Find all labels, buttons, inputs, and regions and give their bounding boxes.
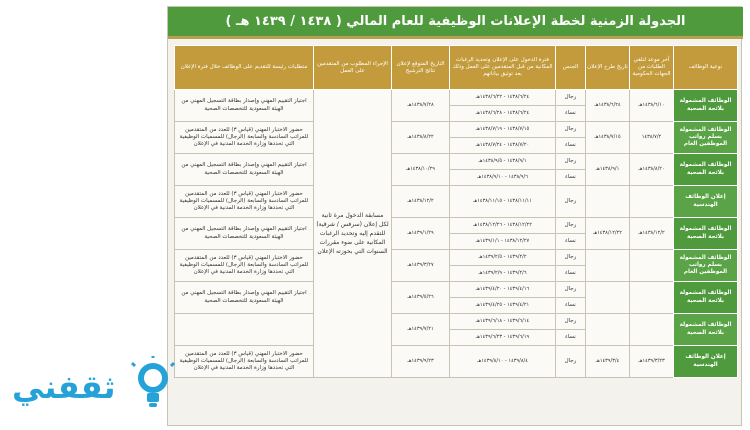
table-row: [175, 250, 738, 266]
posted-date-cell: ١٤٣٩/٣/٤هـ: [586, 346, 630, 378]
schedule-sheet: [167, 6, 742, 426]
header-deadline: آخر موعد لتلقي الطلبات من الجهات الحكومية: [630, 46, 674, 90]
deadline-cell: ١٤٣٨/٧/٢: [630, 122, 674, 154]
posted-date-cell: ١٤٣٨/٦/٢٤هـ: [586, 90, 630, 122]
entry-period-cell: ١٤٣٩/٤/٢١ - ١٤٣٩/٤/٢٥هـ: [450, 298, 556, 314]
job-type-cell: الوظائف المشمولة بسلم رواتب الموظفين العام: [674, 250, 738, 282]
gender-cell: رجال: [556, 314, 586, 330]
gender-cell: نساء: [556, 170, 586, 186]
gender-cell: رجال: [556, 346, 586, 378]
job-type-cell: الوظائف المشمولة بلائحة الصحية: [674, 154, 738, 186]
page-title: الجدولة الزمنية لخطة الإعلانات الوظيفية للعام المالي ( ١٤٣٨ / ١٤٣٩ هـ ): [168, 7, 743, 39]
deadline-cell: ١٤٣٨/١٢/٢هـ: [630, 218, 674, 250]
table-row: [175, 122, 738, 138]
deadline-cell: ١٤٣٩/٣/٢٣هـ: [630, 346, 674, 378]
entry-period-cell: ١٤٣٨/٦/٢٤ - ١٤٣٨/٦/٢٨هـ: [450, 106, 556, 122]
header-row: [175, 46, 738, 90]
table-row: [175, 314, 738, 330]
gender-cell: نساء: [556, 234, 586, 250]
job-type-cell: الوظائف المشمولة بلائحة الصحية: [674, 314, 738, 346]
results-date-cell: ١٤٣٩/٩/٢٣هـ: [392, 346, 450, 378]
table-body: [175, 90, 738, 378]
results-date-cell: ١٤٣٨/٧/٢٨هـ: [392, 90, 450, 122]
job-type-cell: الوظائف المشمولة بلائحة الصحية: [674, 282, 738, 314]
posted-date-cell: [586, 186, 630, 218]
gender-cell: نساء: [556, 106, 586, 122]
schedule-table: [174, 45, 738, 378]
gender-cell: نساء: [556, 330, 586, 346]
results-date-cell: ١٤٣٩/٧/٢١هـ: [392, 314, 450, 346]
table-row: [175, 346, 738, 378]
gender-cell: نساء: [556, 138, 586, 154]
gender-cell: رجال: [556, 218, 586, 234]
requirements-cell: اجتياز التقييم المهني وإصدار بطاقة التسجيل المهني من الهيئة السعودية للتخصصات الصحية: [175, 154, 314, 186]
entry-period-cell: ١٤٣٨/١٢/٢٧ - ١٤٣٩/١/١هـ: [450, 234, 556, 250]
header-requirements: متطلبات رئيسة للتقديم على الوظائف خلال فترة الإعلان: [175, 46, 314, 90]
gender-cell: نساء: [556, 298, 586, 314]
entry-period-cell: ١٤٣٨/٧/١٥ - ١٤٣٨/٧/١٩هـ: [450, 122, 556, 138]
entry-period-cell: ١٤٣٨/٦/٢٤ - ١٤٣٨/٦/٢٢هـ: [450, 90, 556, 106]
lightbulb-icon: [130, 356, 176, 412]
entry-period-cell: ١٤٣٨/١٢/٢٢ - ١٤٣٨/١٢/٢٦هـ: [450, 218, 556, 234]
job-type-cell: إعلان الوظائف الهندسية: [674, 346, 738, 378]
entry-period-cell: ١٤٣٨/١١/١١ - ١٤٣٨/١١/١٥هـ: [450, 186, 556, 218]
gender-cell: رجال: [556, 154, 586, 170]
results-date-cell: ١٤٣٩/٥/٢٦هـ: [392, 282, 450, 314]
header-posted-date: تاريخ طرح الإعلان: [586, 46, 630, 90]
entry-period-cell: ١٤٣٩/٢/٦ - ١٤٣٩/٢/٩هـ: [450, 266, 556, 282]
gender-cell: رجال: [556, 122, 586, 138]
header-results-date: التاريخ المتوقع لإعلان نتائج الترشيح: [392, 46, 450, 90]
gender-cell: رجال: [556, 282, 586, 298]
header-job-type: نوعية الوظائف: [674, 46, 738, 90]
deadline-cell: [630, 314, 674, 346]
posted-date-cell: ١٤٣٨/١٢/٢٢هـ: [586, 218, 630, 250]
posted-date-cell: [586, 282, 630, 314]
site-logo: [12, 356, 172, 420]
header-gender: الجنس: [556, 46, 586, 90]
results-date-cell: ١٤٣٩/١/٢٩هـ: [392, 218, 450, 250]
header-entry-period: فترة الدخول على الإعلان وتحديد الرغبات المكانية من قبل المتقدمين على العمل وذلك بعد توثيق بياناتهم: [450, 46, 556, 90]
gender-cell: رجال: [556, 186, 586, 218]
deadline-cell: ١٤٣٨/٦/١٠هـ: [630, 90, 674, 122]
job-type-cell: الوظائف المشمولة بلائحة الصحية: [674, 218, 738, 250]
results-date-cell: ١٤٣٨/٨/٢٢هـ: [392, 122, 450, 154]
requirements-cell: اجتياز التقييم المهني وإصدار بطاقة التسجيل المهني من الهيئة السعودية للتخصصات الصحية: [175, 90, 314, 122]
requirements-cell: حضور الاختبار المهني (قياس ٣) للعدد من المتقدمين للمراتب السادسة والسابعة (الرجال) للمسميات الوظيفية التي تحددها وزارة الخدمة المدنية في الإعلان: [175, 346, 314, 378]
logo-wordmark: ثقفني: [12, 368, 116, 406]
requirements-cell: حضور الاختبار المهني (قياس ٣) للعدد من المتقدمين للمراتب السادسة والسابعة (الرجال) للمسميات الوظيفية التي تحددها وزارة الخدمة المدنية في الإعلان: [175, 122, 314, 154]
deadline-cell: ١٤٣٨/٨/٢٠هـ: [630, 154, 674, 186]
results-date-cell: ١٤٣٨/١٠/٢٩هـ: [392, 154, 450, 186]
entry-period-cell: ١٤٣٩/٦/١٩ - ١٤٣٩/٦/٢٣هـ: [450, 330, 556, 346]
entry-period-cell: ١٤٣٩/٢/٢ - ١٤٣٩/٢/٥هـ: [450, 250, 556, 266]
entry-period-cell: ١٤٣٩/٦/١٤ - ١٤٣٩/٦/١٨هـ: [450, 314, 556, 330]
results-date-cell: ١٤٣٩/٣/٢٧هـ: [392, 250, 450, 282]
gender-cell: رجال: [556, 90, 586, 106]
job-type-cell: إعلان الوظائف الهندسية: [674, 186, 738, 218]
table-row: [175, 186, 738, 218]
deadline-cell: [630, 186, 674, 218]
required-action-cell: مسابقة الدخول مرة ثانية لكل إعلان (سرفس / شرقية) للتقدم إليه وتحديد الرغبات المكانية على ضوء مقررات السنوات التي بحوزته الإعلان: [314, 90, 392, 378]
table-row: [175, 218, 738, 234]
posted-date-cell: ١٤٣٨/٩/١هـ: [586, 154, 630, 186]
posted-date-cell: [586, 314, 630, 346]
table-row: [175, 282, 738, 298]
table-row: [175, 90, 738, 106]
requirements-cell: [175, 314, 314, 346]
results-date-cell: ١٤٣٨/١٢/٢هـ: [392, 186, 450, 218]
deadline-cell: [630, 282, 674, 314]
gender-cell: نساء: [556, 266, 586, 282]
entry-period-cell: ١٤٣٩/٨/٤ - ١٤٣٩/٨/١٠هـ: [450, 346, 556, 378]
entry-period-cell: ١٤٣٨/٩/٦ - ١٤٣٨/٩/١٠هـ: [450, 170, 556, 186]
requirements-cell: اجتياز التقييم المهني وإصدار بطاقة التسجيل المهني من الهيئة السعودية للتخصصات الصحية: [175, 218, 314, 250]
header-required-action: الإجراء المطلوب من المتقدمين على العمل: [314, 46, 392, 90]
deadline-cell: [630, 250, 674, 282]
entry-period-cell: ١٤٣٩/٤/١٦ - ١٤٣٩/٤/٢٠هـ: [450, 282, 556, 298]
job-type-cell: الوظائف المشمولة بلائحة الصحية: [674, 90, 738, 122]
gender-cell: رجال: [556, 250, 586, 266]
requirements-cell: حضور الاختبار المهني (قياس ٣) للعدد من المتقدمين للمراتب السادسة والسابعة (الرجال) للمسميات الوظيفية التي تحددها وزارة الخدمة المدنية في الإعلان: [175, 250, 314, 282]
requirements-cell: اجتياز التقييم المهني وإصدار بطاقة التسجيل المهني من الهيئة السعودية للتخصصات الصحية: [175, 282, 314, 314]
posted-date-cell: [586, 250, 630, 282]
entry-period-cell: ١٤٣٨/٩/١ - ١٤٣٨/٩/٥هـ: [450, 154, 556, 170]
job-type-cell: الوظائف المشمولة بسلم رواتب الموظفين العام: [674, 122, 738, 154]
table-row: [175, 154, 738, 170]
entry-period-cell: ١٤٣٨/٧/٢٠ - ١٤٣٨/٧/٢٤هـ: [450, 138, 556, 154]
requirements-cell: حضور الاختبار المهني (قياس ٣) للعدد من المتقدمين للمراتب السادسة والسابعة (الرجال) للمسميات الوظيفية التي تحددها وزارة الخدمة المدنية في الإعلان: [175, 186, 314, 218]
posted-date-cell: ١٤٣٨/٧/١٥هـ: [586, 122, 630, 154]
